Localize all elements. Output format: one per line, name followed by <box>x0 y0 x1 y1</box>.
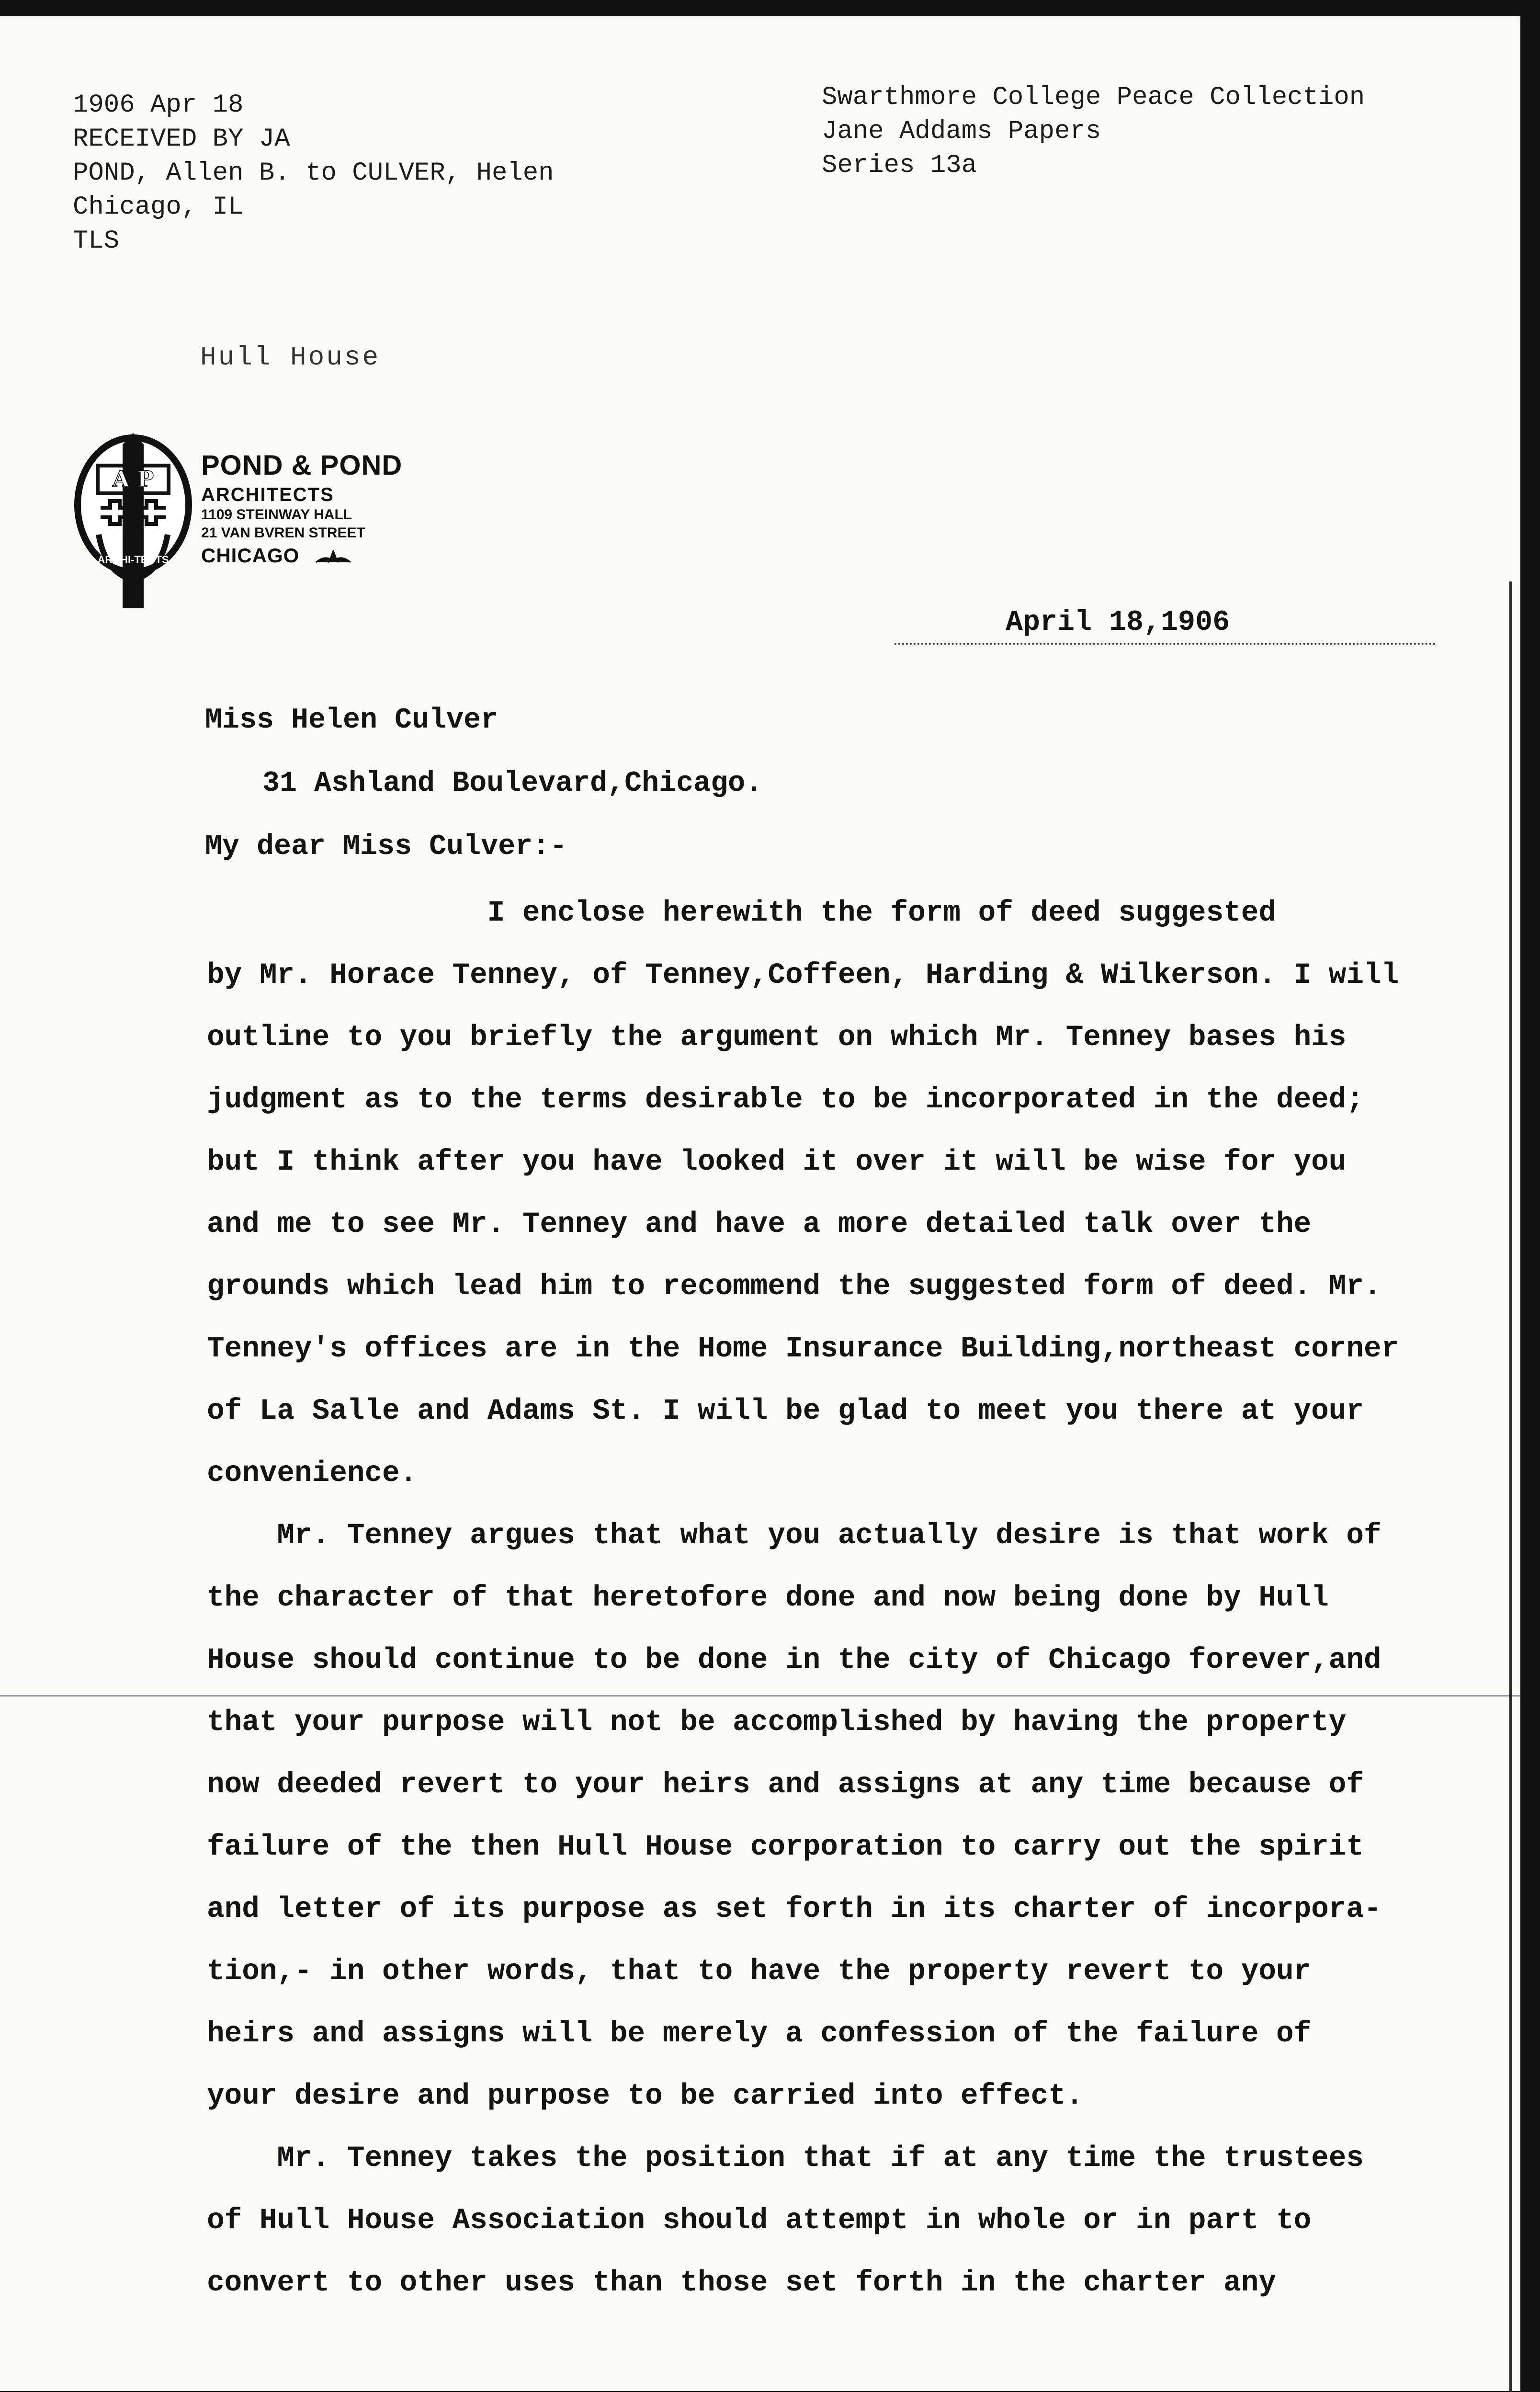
firm-block <box>201 449 402 567</box>
body-line: Mr. Tenney argues that what you actually desire is that work of <box>207 1519 1381 1552</box>
salutation: My dear Miss Culver:- <box>205 831 567 863</box>
body-line: and letter of its purpose as set forth in its charter of incorpora- <box>207 1893 1381 1926</box>
body-line: heirs and assigns will be merely a confession of the failure of <box>207 2017 1312 2050</box>
archive-series: Series 13a <box>822 151 977 180</box>
body-line: outline to you briefly the argument on which Mr. Tenney bases his <box>207 1021 1347 1054</box>
firm-address-2: 21 VAN BVREN STREET <box>201 525 365 541</box>
archive-papers: Jane Addams Papers <box>822 117 1101 146</box>
firm-address-1: 1109 STEINWAY HALL <box>201 507 352 523</box>
body-line: grounds which lead him to recommend the suggested form of deed. Mr. <box>207 1270 1381 1303</box>
body-line: of La Salle and Adams St. I will be glad to meet you there at your <box>207 1395 1364 1428</box>
letter-page <box>0 16 1520 2391</box>
body-line: judgment as to the terms desirable to be incorporated in the deed; <box>207 1083 1364 1116</box>
body-line: of Hull House Association should attempt in whole or in part to <box>207 2204 1312 2237</box>
body-line: tion,- in other words, that to have the property revert to your <box>207 1955 1312 1988</box>
scan-edge <box>1509 581 1512 2392</box>
date-dotted-rule <box>895 643 1436 645</box>
body-line: Tenney's offices are in the Home Insurance Building,northeast corner <box>207 1333 1399 1366</box>
firm-seal-icon <box>71 423 195 610</box>
handwritten-note: Hull House <box>200 342 381 373</box>
body-line: I enclose herewith the form of deed suggested <box>207 897 1276 930</box>
firm-city-name: CHICAGO <box>201 544 300 567</box>
body-line: convert to other uses than those set forth in the charter any <box>207 2267 1276 2300</box>
archive-header <box>822 80 1365 182</box>
catalog-correspondents: POND, Allen B. to CULVER, Helen <box>73 159 554 188</box>
letterhead <box>71 423 425 615</box>
firm-profession: ARCHITECTS <box>201 484 334 505</box>
seal-text: ARCHI-TECTS <box>97 554 169 566</box>
body-line: failure of the then Hull House corporation to carry out the spirit <box>207 1831 1364 1864</box>
catalog-received: RECEIVED BY JA <box>73 125 290 154</box>
body-line: that your purpose will not be accomplished by having the property <box>207 1706 1347 1739</box>
catalog-header <box>73 88 554 258</box>
body-line: the character of that heretofore done and now being done by Hull <box>207 1582 1329 1615</box>
body-line: convenience. <box>207 1457 418 1490</box>
seal-monogram: A P <box>112 466 154 492</box>
catalog-date: 1906 Apr 18 <box>73 91 244 120</box>
body-line: House should continue to be done in the city of Chicago forever,and <box>207 1644 1381 1677</box>
body-line: by Mr. Horace Tenney, of Tenney,Coffeen, Harding & Wilkerson. I will <box>207 959 1399 992</box>
fold-line <box>0 1695 1520 1697</box>
archive-collection: Swarthmore College Peace Collection <box>822 83 1365 112</box>
body-line: now deeded revert to your heirs and assigns at any time because of <box>207 1768 1364 1801</box>
body-line: Mr. Tenney takes the position that if at any time the trustees <box>207 2142 1364 2175</box>
recipient-address: 31 Ashland Boulevard,Chicago. <box>262 767 763 800</box>
body-line: and me to see Mr. Tenney and have a more detailed talk over the <box>207 1208 1312 1241</box>
letter-date: April 18,1906 <box>1006 606 1230 639</box>
firm-name: POND & POND <box>201 450 403 481</box>
catalog-place: Chicago, IL <box>73 193 244 222</box>
body-line: your desire and purpose to be carried into effect. <box>207 2080 1084 2113</box>
ornament-icon <box>314 550 352 564</box>
catalog-type: TLS <box>73 227 120 256</box>
firm-city <box>201 544 402 567</box>
letter-body <box>207 882 1452 2314</box>
recipient-name: Miss Helen Culver <box>205 704 498 737</box>
body-line: but I think after you have looked it over it will be wise for you <box>207 1146 1347 1179</box>
